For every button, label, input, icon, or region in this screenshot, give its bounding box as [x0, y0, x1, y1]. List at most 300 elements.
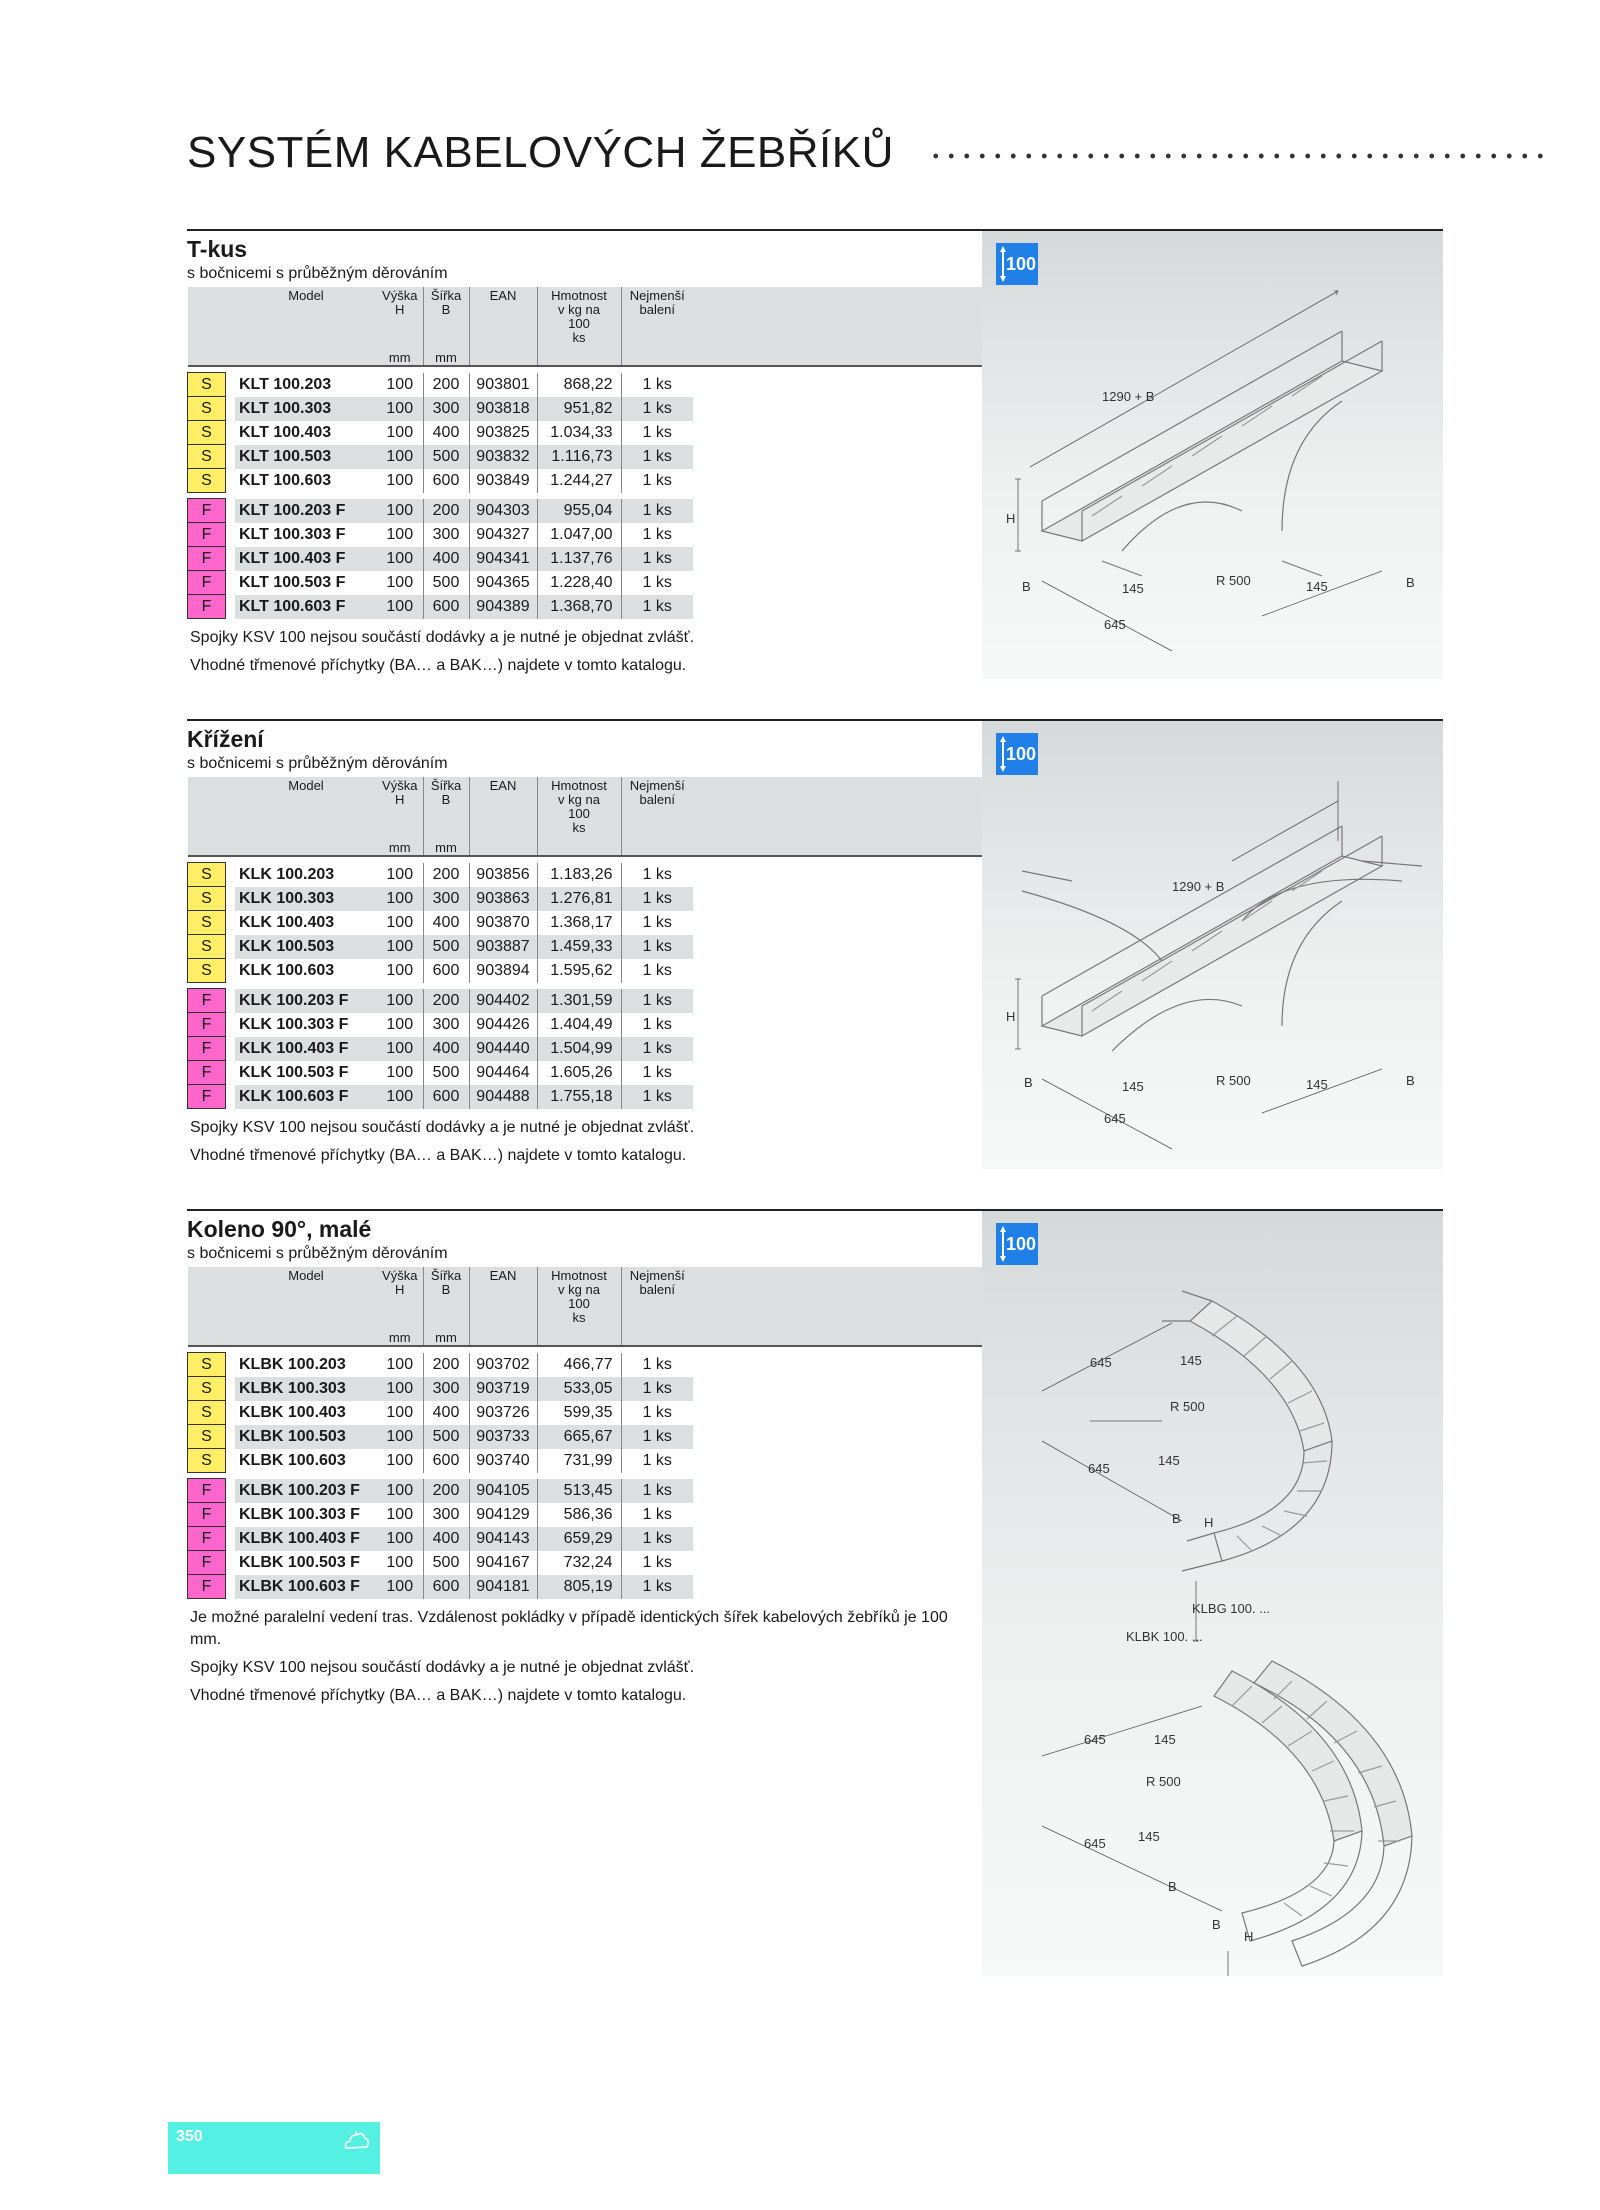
pack-cell: 1 ks	[642, 1506, 672, 1523]
model-cell: KLT 100.403	[239, 424, 332, 441]
dim-label: B	[1022, 579, 1031, 594]
type-badge: S	[188, 1401, 226, 1425]
type-badge: F	[188, 1037, 226, 1061]
model-cell: KLK 100.403	[239, 914, 335, 931]
table-row	[188, 989, 984, 1013]
width-cell: 200	[423, 373, 469, 397]
weight-cell: 1.368,70	[537, 595, 621, 619]
height-badge-label: 100	[1005, 744, 1036, 764]
pack-cell: 1 ks	[642, 1064, 672, 1081]
type-badge: S	[188, 1353, 226, 1377]
weight-cell: 1.755,18	[537, 1085, 621, 1109]
height-cell: 100	[377, 1425, 423, 1449]
col-header-ean: EAN	[469, 777, 537, 841]
dim-label: B	[1172, 1511, 1181, 1526]
dim-label: B	[1168, 1879, 1177, 1894]
height-badge-label: 100	[1005, 254, 1036, 274]
weight-cell: 868,22	[537, 373, 621, 397]
table-row	[188, 1037, 984, 1061]
ean-cell: 904389	[469, 595, 537, 619]
pack-cell: 1 ks	[642, 1554, 672, 1571]
unit-label: mm	[377, 841, 423, 856]
t-piece-drawing	[982, 231, 1443, 679]
pack-cell: 1 ks	[621, 887, 693, 911]
width-cell: 600	[423, 469, 469, 493]
ean-cell: 903887	[469, 935, 537, 959]
note: Spojky KSV 100 nejsou součástí dodávky a je nutné je objednat zvlášť.	[190, 629, 695, 646]
bend-diagram	[982, 1211, 1443, 1976]
ean-cell: 904327	[469, 523, 537, 547]
note: Vhodné třmenové příchytky (BA… a BAK…) najdete v tomto katalogu.	[190, 657, 687, 674]
ean-cell: 903818	[469, 397, 537, 421]
model-cell: KLK 100.503 F	[239, 1064, 349, 1081]
col-header-width: Šířka B	[423, 777, 469, 841]
width-cell: 500	[423, 1425, 469, 1449]
table-row	[188, 1575, 984, 1599]
model-cell: KLK 100.603 F	[235, 1085, 377, 1109]
height-cell: 100	[377, 1575, 423, 1599]
dim-label: H	[1204, 1515, 1214, 1530]
ean-cell: 904402	[469, 989, 537, 1013]
table-row	[188, 1503, 984, 1527]
model-cell: KLT 100.503 F	[239, 574, 346, 591]
weight-cell: 1.116,73	[537, 445, 621, 469]
height-cell: 100	[377, 1527, 423, 1551]
table-row	[188, 959, 984, 983]
bend-drawing	[982, 1211, 1443, 1976]
ean-cell: 904426	[469, 1013, 537, 1037]
width-cell: 200	[423, 1479, 469, 1503]
section-subtitle: s bočnicemi s průběžným děrováním	[187, 755, 448, 772]
weight-cell: 1.276,81	[537, 887, 621, 911]
height-cell: 100	[377, 373, 423, 397]
type-badge: S	[188, 959, 226, 983]
dim-label: B	[1406, 575, 1415, 590]
dim-label: R 500	[1216, 1073, 1251, 1088]
table-row	[188, 1479, 984, 1503]
type-badge: F	[188, 499, 226, 523]
note: Spojky KSV 100 nejsou součástí dodávky a je nutné je objednat zvlášť.	[190, 1119, 695, 1136]
table-row	[188, 911, 984, 935]
pack-cell: 1 ks	[642, 574, 672, 591]
ean-cell: 903801	[469, 373, 537, 397]
cloud-logo-icon	[342, 2128, 370, 2154]
dim-label: R 500	[1146, 1774, 1181, 1789]
pack-cell: 1 ks	[621, 595, 693, 619]
dim-label: 645	[1090, 1355, 1112, 1370]
width-cell: 400	[423, 1527, 469, 1551]
ean-cell: 904105	[469, 1479, 537, 1503]
col-header-width: Šířka B	[423, 1267, 469, 1331]
width-cell: 200	[423, 499, 469, 523]
type-badge: F	[188, 547, 226, 571]
table-unit-row	[188, 841, 984, 856]
type-badge: F	[188, 1575, 226, 1599]
note: Spojky KSV 100 nejsou součástí dodávky a je nutné je objednat zvlášť.	[190, 1659, 695, 1676]
section-crossing	[187, 719, 1443, 1169]
col-header-height: Výška H	[377, 1267, 423, 1331]
section-subtitle: s bočnicemi s průběžným děrováním	[187, 1245, 448, 1262]
type-badge: F	[188, 571, 226, 595]
table-row	[188, 445, 984, 469]
dim-label: 645	[1084, 1836, 1106, 1851]
table-row	[188, 1449, 984, 1473]
ean-cell: 904341	[469, 547, 537, 571]
col-header-weight: Hmotnost v kg na 100 ks	[537, 1267, 621, 1331]
width-cell: 500	[423, 1061, 469, 1085]
dim-label: 145	[1306, 1077, 1328, 1092]
pack-cell: 1 ks	[642, 1356, 672, 1373]
weight-cell: 1.404,49	[537, 1013, 621, 1037]
col-header-weight: Hmotnost v kg na 100 ks	[537, 777, 621, 841]
model-cell: KLK 100.303	[235, 887, 377, 911]
ean-cell: 904129	[469, 1503, 537, 1527]
pack-cell: 1 ks	[642, 526, 672, 543]
weight-cell: 466,77	[537, 1353, 621, 1377]
dim-label: 145	[1138, 1829, 1160, 1844]
model-cell: KLT 100.503	[235, 445, 377, 469]
table-row	[188, 1527, 984, 1551]
unit-label: mm	[423, 351, 469, 366]
product-table	[187, 1267, 983, 1599]
weight-cell: 665,67	[537, 1425, 621, 1449]
pack-cell: 1 ks	[621, 1575, 693, 1599]
col-header-pack: Nejmenší balení	[621, 287, 693, 351]
table-row	[188, 421, 984, 445]
model-cell: KLK 100.603	[239, 962, 335, 979]
title-dot-leader	[928, 150, 1546, 162]
width-cell: 200	[423, 989, 469, 1013]
type-badge: F	[188, 1085, 226, 1109]
model-cell: KLBK 100.503 F	[239, 1554, 360, 1571]
width-cell: 200	[423, 1353, 469, 1377]
weight-cell: 1.244,27	[537, 469, 621, 493]
table-row	[188, 499, 984, 523]
weight-cell: 805,19	[537, 1575, 621, 1599]
height-cell: 100	[377, 1085, 423, 1109]
crossing-drawing	[982, 721, 1443, 1169]
ean-cell: 904365	[469, 571, 537, 595]
width-cell: 200	[423, 863, 469, 887]
dim-label: 1290 + B	[1102, 389, 1155, 404]
model-cell: KLK 100.403 F	[235, 1037, 377, 1061]
col-header-ean: EAN	[469, 287, 537, 351]
col-header-ean: EAN	[469, 1267, 537, 1331]
model-cell: KLBK 100.403 F	[235, 1527, 377, 1551]
table-row	[188, 547, 984, 571]
dim-label: R 500	[1170, 1399, 1205, 1414]
table-row	[188, 1061, 984, 1085]
weight-cell: 732,24	[537, 1551, 621, 1575]
type-badge: S	[188, 469, 226, 493]
t-piece-diagram	[982, 231, 1443, 679]
dim-label: B	[1024, 1075, 1033, 1090]
ean-cell: 903894	[469, 959, 537, 983]
ean-cell: 903719	[469, 1377, 537, 1401]
page-title: SYSTÉM KABELOVÝCH ŽEBŘÍKŮ	[187, 128, 894, 177]
width-cell: 600	[423, 1449, 469, 1473]
section-title: Koleno 90°, malé	[187, 1216, 372, 1242]
ean-cell: 904440	[469, 1037, 537, 1061]
width-cell: 400	[423, 421, 469, 445]
ean-cell: 903702	[469, 1353, 537, 1377]
height-cell: 100	[377, 887, 423, 911]
width-cell: 400	[423, 1037, 469, 1061]
height-cell: 100	[377, 469, 423, 493]
model-cell: KLT 100.203	[239, 376, 332, 393]
model-cell: KLT 100.303	[235, 397, 377, 421]
model-cell: KLT 100.303 F	[239, 526, 346, 543]
col-header-height: Výška H	[377, 287, 423, 351]
height-cell: 100	[377, 1061, 423, 1085]
type-badge: S	[188, 887, 226, 911]
note: Je možné paralelní vedení tras. Vzdálenost pokládky v případě identických šířek kabelových žebříků je 100 mm.	[190, 1609, 948, 1648]
dim-label: B	[1212, 1917, 1221, 1932]
table-row	[188, 863, 984, 887]
pack-cell: 1 ks	[642, 866, 672, 883]
weight-cell: 731,99	[537, 1449, 621, 1473]
model-cell: KLK 100.303 F	[239, 1016, 349, 1033]
table-unit-row	[188, 1331, 984, 1346]
height-cell: 100	[377, 547, 423, 571]
col-header-height: Výška H	[377, 777, 423, 841]
type-badge: F	[188, 523, 226, 547]
weight-cell: 533,05	[537, 1377, 621, 1401]
weight-cell: 951,82	[537, 397, 621, 421]
height-cell: 100	[377, 935, 423, 959]
width-cell: 300	[423, 1503, 469, 1527]
dim-label: 145	[1158, 1453, 1180, 1468]
width-cell: 300	[423, 397, 469, 421]
width-cell: 500	[423, 935, 469, 959]
weight-cell: 1.034,33	[537, 421, 621, 445]
height-cell: 100	[377, 1449, 423, 1473]
width-cell: 600	[423, 959, 469, 983]
note: Vhodné třmenové příchytky (BA… a BAK…) najdete v tomto katalogu.	[190, 1687, 687, 1704]
model-cell: KLBK 100.303 F	[239, 1506, 360, 1523]
model-cell: KLK 100.203 F	[235, 989, 377, 1013]
dim-label: R 500	[1216, 573, 1251, 588]
weight-cell: 1.504,99	[537, 1037, 621, 1061]
dim-label: 145	[1306, 579, 1328, 594]
weight-cell: 1.047,00	[537, 523, 621, 547]
model-cell: KLBK 100.303	[235, 1377, 377, 1401]
pack-cell: 1 ks	[621, 935, 693, 959]
dim-label: 145	[1122, 1079, 1144, 1094]
type-badge: F	[188, 1527, 226, 1551]
dim-label: 645	[1104, 1111, 1126, 1126]
ean-cell: 903733	[469, 1425, 537, 1449]
section-title: Křížení	[187, 726, 264, 752]
height-cell: 100	[377, 1503, 423, 1527]
height-cell: 100	[377, 959, 423, 983]
type-badge: S	[188, 397, 226, 421]
model-cell: KLK 100.503	[235, 935, 377, 959]
height-cell: 100	[377, 445, 423, 469]
type-badge: F	[188, 989, 226, 1013]
dim-label: 645	[1084, 1732, 1106, 1747]
type-badge: S	[188, 1425, 226, 1449]
note: Vhodné třmenové příchytky (BA… a BAK…) najdete v tomto katalogu.	[190, 1147, 687, 1164]
table-row	[188, 1013, 984, 1037]
ean-cell: 904303	[469, 499, 537, 523]
height-cell: 100	[377, 523, 423, 547]
table-header-row	[188, 777, 984, 841]
width-cell: 400	[423, 1401, 469, 1425]
weight-cell: 1.368,17	[537, 911, 621, 935]
height-cell: 100	[377, 1353, 423, 1377]
table-row	[188, 397, 984, 421]
type-badge: F	[188, 1061, 226, 1085]
height-cell: 100	[377, 1037, 423, 1061]
ean-cell: 903863	[469, 887, 537, 911]
type-badge: F	[188, 1479, 226, 1503]
model-cell: KLT 100.203 F	[235, 499, 377, 523]
pack-cell: 1 ks	[621, 547, 693, 571]
weight-cell: 1.605,26	[537, 1061, 621, 1085]
width-cell: 600	[423, 1575, 469, 1599]
pack-cell: 1 ks	[642, 376, 672, 393]
ean-cell: 904464	[469, 1061, 537, 1085]
type-badge: S	[188, 863, 226, 887]
section-bend-90	[187, 1209, 1443, 1989]
model-cell: KLT 100.603	[239, 472, 332, 489]
model-cell: KLT 100.603 F	[235, 595, 377, 619]
product-table	[187, 777, 983, 1109]
type-badge: F	[188, 1551, 226, 1575]
dim-label: 145	[1122, 581, 1144, 596]
height-cell: 100	[377, 989, 423, 1013]
type-badge: F	[188, 595, 226, 619]
weight-cell: 955,04	[537, 499, 621, 523]
type-badge: F	[188, 1013, 226, 1037]
type-badge: S	[188, 373, 226, 397]
pack-cell: 1 ks	[642, 962, 672, 979]
dim-label: KLBG 100. ...	[1192, 1601, 1271, 1616]
ean-cell: 904167	[469, 1551, 537, 1575]
dim-label: KLBK 100. ...	[1126, 1629, 1203, 1644]
height-cell: 100	[377, 1401, 423, 1425]
pack-cell: 1 ks	[621, 989, 693, 1013]
width-cell: 300	[423, 887, 469, 911]
width-cell: 400	[423, 547, 469, 571]
model-cell: KLBK 100.203 F	[235, 1479, 377, 1503]
ean-cell: 903856	[469, 863, 537, 887]
table-row	[188, 1551, 984, 1575]
dim-label: 645	[1104, 617, 1126, 632]
pack-cell: 1 ks	[642, 424, 672, 441]
height-cell: 100	[377, 1479, 423, 1503]
product-table	[187, 287, 983, 619]
height-cell: 100	[377, 397, 423, 421]
unit-label: mm	[377, 351, 423, 366]
height-cell: 100	[377, 1013, 423, 1037]
page-number: 350	[176, 2128, 203, 2145]
pack-cell: 1 ks	[621, 499, 693, 523]
height-cell: 100	[377, 863, 423, 887]
footer-page-tab	[168, 2122, 380, 2174]
weight-cell: 1.595,62	[537, 959, 621, 983]
type-badge: F	[188, 1503, 226, 1527]
type-badge: S	[188, 1377, 226, 1401]
ean-cell: 903832	[469, 445, 537, 469]
col-header-model: Model	[235, 777, 377, 841]
model-cell: KLBK 100.503	[235, 1425, 377, 1449]
weight-cell: 1.137,76	[537, 547, 621, 571]
table-row	[188, 1401, 984, 1425]
table-row	[188, 887, 984, 911]
width-cell: 500	[423, 1551, 469, 1575]
pack-cell: 1 ks	[621, 1377, 693, 1401]
table-row	[188, 595, 984, 619]
type-badge: S	[188, 1449, 226, 1473]
width-cell: 300	[423, 1377, 469, 1401]
crossing-diagram	[982, 721, 1443, 1169]
pack-cell: 1 ks	[621, 1425, 693, 1449]
model-cell: KLBK 100.403	[239, 1404, 346, 1421]
dim-label: H	[1006, 1009, 1016, 1024]
dim-label: H	[1006, 511, 1016, 526]
table-header-row	[188, 1267, 984, 1331]
pack-cell: 1 ks	[642, 1016, 672, 1033]
table-row	[188, 1353, 984, 1377]
col-header-pack: Nejmenší balení	[621, 1267, 693, 1331]
dim-label: 145	[1180, 1353, 1202, 1368]
table-row	[188, 373, 984, 397]
weight-cell: 586,36	[537, 1503, 621, 1527]
pack-cell: 1 ks	[642, 1452, 672, 1469]
height-cell: 100	[377, 421, 423, 445]
table-header-row	[188, 287, 984, 351]
pack-cell: 1 ks	[621, 397, 693, 421]
col-header-pack: Nejmenší balení	[621, 777, 693, 841]
col-header-weight: Hmotnost v kg na 100 ks	[537, 287, 621, 351]
unit-label: mm	[377, 1331, 423, 1346]
height-cell: 100	[377, 499, 423, 523]
ean-cell: 903726	[469, 1401, 537, 1425]
section-subtitle: s bočnicemi s průběžným děrováním	[187, 265, 448, 282]
height-cell: 100	[377, 571, 423, 595]
weight-cell: 599,35	[537, 1401, 621, 1425]
pack-cell: 1 ks	[621, 1085, 693, 1109]
height-badge-label: 100	[1005, 1234, 1036, 1254]
model-cell: KLT 100.403 F	[235, 547, 377, 571]
pack-cell: 1 ks	[621, 1037, 693, 1061]
width-cell: 400	[423, 911, 469, 935]
table-row	[188, 523, 984, 547]
weight-cell: 1.228,40	[537, 571, 621, 595]
weight-cell: 1.459,33	[537, 935, 621, 959]
ean-cell: 903825	[469, 421, 537, 445]
width-cell: 500	[423, 571, 469, 595]
model-cell: KLBK 100.603 F	[235, 1575, 377, 1599]
table-row	[188, 1085, 984, 1109]
table-row	[188, 935, 984, 959]
weight-cell: 1.183,26	[537, 863, 621, 887]
height-cell: 100	[377, 911, 423, 935]
col-header-width: Šířka B	[423, 287, 469, 351]
dim-label: H	[1244, 1929, 1254, 1944]
width-cell: 500	[423, 445, 469, 469]
ean-cell: 904488	[469, 1085, 537, 1109]
height-cell: 100	[377, 595, 423, 619]
ean-cell: 904181	[469, 1575, 537, 1599]
model-cell: KLBK 100.203	[239, 1356, 346, 1373]
section-title: T-kus	[187, 236, 248, 262]
width-cell: 600	[423, 1085, 469, 1109]
type-badge: S	[188, 935, 226, 959]
table-unit-row	[188, 351, 984, 366]
